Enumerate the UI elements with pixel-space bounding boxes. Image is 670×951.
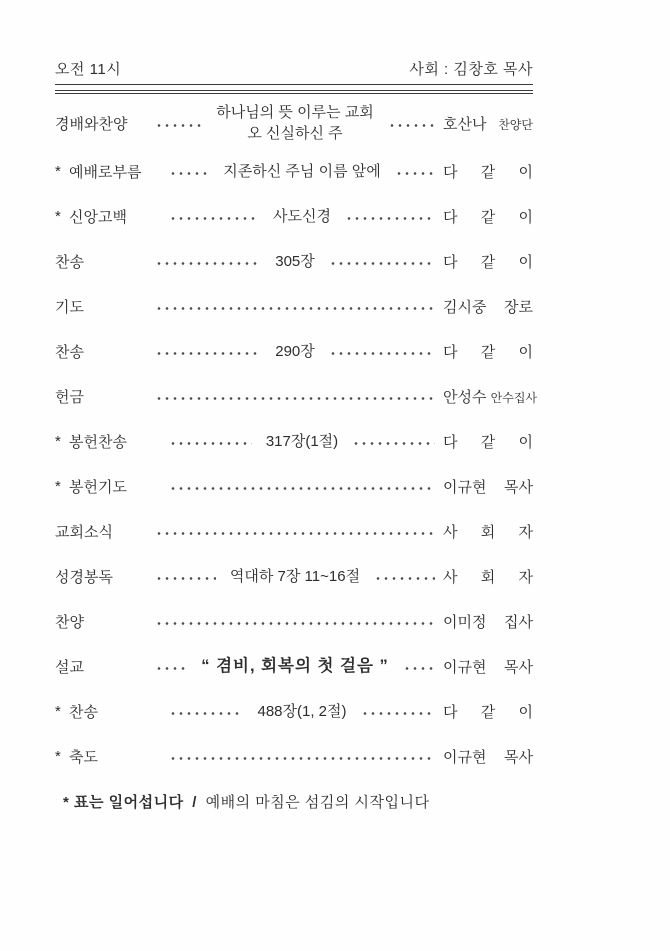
stand-marker: * [55,207,61,225]
service-item-row [55,566,533,586]
item-label: 헌금 [55,388,84,406]
item-detail-line1: 317장(1절) [265,432,339,450]
presider-name: 사회 : 김창호 목사 [409,61,533,78]
service-item-row [55,161,533,181]
dot-leader [155,577,216,580]
person-name: 이규현 목사 [443,478,533,496]
standing-note-separator: / [192,794,197,811]
header-double-rule [55,90,533,94]
item-person [443,431,533,452]
item-person [443,476,533,497]
stand-marker: * [55,702,61,720]
stand-marker: * [55,162,61,180]
item-detail [275,341,315,362]
person-name: 다 같 이 [443,343,533,361]
dot-leader [169,757,435,760]
service-item-row [55,746,533,766]
item-detail [216,102,373,144]
item-detail-line1: 하나님의 뜻 이루는 교회 [216,104,374,121]
stand-marker: * [55,747,61,765]
item-detail-line1: “ 겸비, 회복의 첫 걸음 ” [201,656,389,675]
dot-leader [155,124,202,127]
person-name: 다 같 이 [443,163,533,181]
service-item-row [55,296,533,316]
item-person [443,251,533,272]
dot-leader [169,172,209,175]
item-label: 봉헌찬송 [69,433,127,451]
bulletin-header [55,58,533,85]
dot-leader [361,712,435,715]
item-label: 봉헌기도 [69,478,127,496]
dot-leader [155,532,435,535]
service-item-row [55,701,533,721]
person-name: 다 같 이 [443,208,533,226]
item-detail [273,206,331,227]
dot-leader [169,442,252,445]
item-detail [275,251,315,272]
item-label: 설교 [55,658,84,676]
service-items [55,101,538,766]
item-person [443,746,533,767]
item-label: 기도 [55,298,84,316]
item-detail-line1: 역대하 7장 11~16절 [229,567,361,585]
dot-leader [345,217,435,220]
service-item-row [55,251,533,271]
item-label: 경배와찬양 [55,115,128,133]
dot-leader [352,442,435,445]
service-time: 오전 11시 [55,61,122,78]
item-label: 찬송 [69,703,98,721]
item-detail [266,431,338,452]
item-person [443,656,533,677]
dot-leader [155,667,187,670]
service-item-row [55,611,533,631]
person-name: 사 회 자 [443,568,533,586]
stand-marker: * [55,477,61,495]
item-label: 찬양 [55,613,84,631]
dot-leader [169,712,243,715]
person-name: 안성수 [443,388,487,406]
item-person [443,113,533,134]
item-detail-line1: 305장 [275,252,315,270]
item-detail-line1: 488장(1, 2절) [257,702,347,720]
item-label: 성경봉독 [55,568,113,586]
dot-leader [388,124,435,127]
dot-leader [374,577,435,580]
person-name: 호산나 [443,115,487,133]
stand-marker: * [55,432,61,450]
dot-leader [403,667,435,670]
item-label: 찬송 [55,343,84,361]
item-detail [201,656,389,677]
item-detail-line1: 지존하신 주님 이름 앞에 [223,162,381,180]
item-label: 찬송 [55,253,84,271]
dot-leader [155,397,435,400]
item-detail-line1: 사도신경 [273,207,331,225]
person-name: 김시중 장로 [443,298,533,316]
service-item-row [55,476,533,496]
item-person [443,701,533,722]
item-person [443,521,533,542]
standing-note-marker: * [63,794,70,811]
service-item-row [55,656,533,676]
service-item-row [55,206,533,226]
person-name: 이규현 목사 [443,748,533,766]
item-person [443,296,533,317]
standing-note-text: 예배의 마침은 섬김의 시작입니다 [205,794,430,811]
service-item-row [55,101,533,145]
item-label: 교회소식 [55,523,113,541]
item-person [443,611,533,632]
item-detail-line1: 290장 [275,342,315,360]
dot-leader [329,352,435,355]
person-name: 다 같 이 [443,433,533,451]
dot-leader [395,172,435,175]
item-detail [223,161,380,182]
item-label: 예배로부름 [69,163,142,181]
standing-note-bold: 표는 일어섭니다 [74,794,184,811]
item-detail [257,701,346,722]
person-name: 이미정 집사 [443,613,533,631]
item-person [443,206,533,227]
person-title-small: 찬양단 [498,117,533,132]
dot-leader [155,622,435,625]
person-title-small: 안수집사 [490,390,538,405]
dot-leader [169,217,259,220]
item-detail [230,566,360,587]
item-label: 신앙고백 [69,208,127,226]
worship-order-sheet [55,58,538,812]
service-item-row [55,341,533,361]
service-item-row [55,431,533,451]
dot-leader [155,352,261,355]
service-item-row [55,386,538,406]
dot-leader [155,307,435,310]
person-name: 사 회 자 [443,523,533,541]
person-name: 다 같 이 [443,253,533,271]
dot-leader [155,262,261,265]
item-person [443,386,538,407]
item-person [443,566,533,587]
dot-leader [329,262,435,265]
item-person [443,161,533,182]
item-label: 축도 [69,748,98,766]
item-person [443,341,533,362]
dot-leader [169,487,435,490]
person-name: 이규현 목사 [443,658,533,676]
service-item-row [55,521,533,541]
person-name: 다 같 이 [443,703,533,721]
item-detail-line2: 오 신실하신 주 [247,125,343,142]
standing-note [55,791,533,812]
